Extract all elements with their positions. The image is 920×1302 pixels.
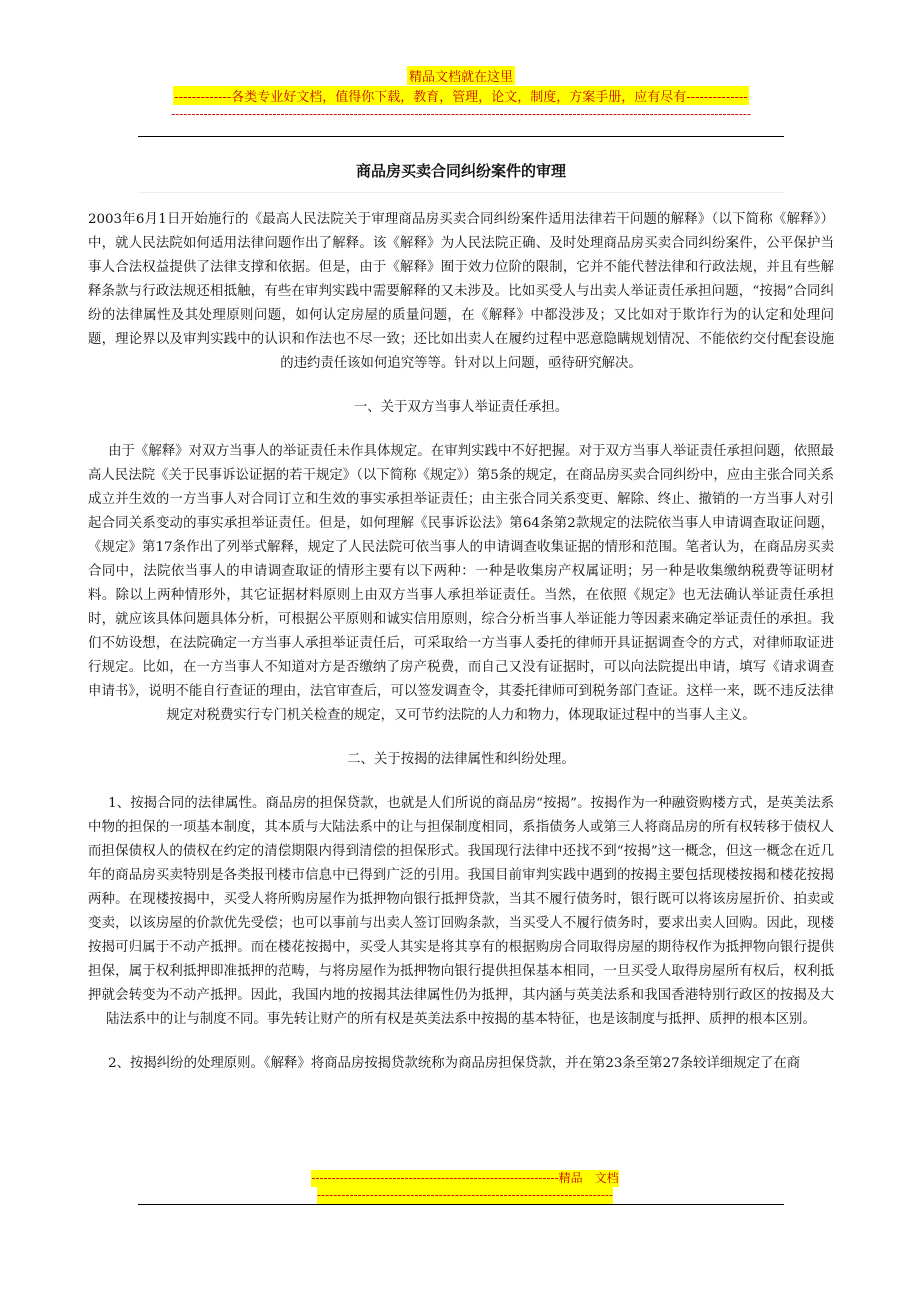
header-title: 精品文档就在这里 bbox=[407, 66, 515, 85]
header-dash-line: ----------------------------------------------------------------------------------------------------------------------------------------------- bbox=[171, 107, 751, 121]
document-title: 商品房买卖合同纠纷案件的审理 bbox=[355, 162, 566, 180]
section1-paragraph: 由于《解释》对双方当事人的举证责任未作具体规定。在审判实践中不好把握。对于双方当事人举证责任承担问题，依照最高人民法院《关于民事诉讼证据的若干规定》（以下简称《规定》）第5条的规定，在商品房买卖合同纠纷中，应由主张合同关系成立并生效的一方当事人对合同订立和生效的事实承担举证责任；由主张合同关系变更、解除、终止、撤销的一方当事人对引起合同关系变动的事实承担举证责任。但是，如何理解《民事诉讼法》第64条第2款规定的法院依当事人申请调查取证问题，《规定》第17条作出了列举式解释，规定了人民法院可依当事人的申请调查收集证据的情形和范围。笔者认为，在商品房买卖合同中，法院依当事人的申请调查取证的情形主要有以下两种：一种是收集房产权属证明；另一种是收集缴纳税费等证明材料。除以上两种情形外，其它证据材料原则上由双方当事人承担举证责任。当然，在依照《规定》也无法确认举证责任承担时，就应该具体问题具体分析，可根据公平原则和诚实信用原则，综合分析当事人举证能力等因素来确定举证责任的承担。我们不妨设想，在法院确定一方当事人承担举证责任后，可采取给一方当事人委托的律师开具证据调查令的方式，对律师取证进行规定。比如，在一方当事人不知道对方是否缴纳了房产税费，而自己又没有证据时，可以向法院提出申请，填写《请求调查申请书》，说明不能自行查证的理由，法官审查后，可以签发调查令，其委托律师可到税务部门查证。这样一来，既不违反法律规定对税费实行专门机关检查的规定，又可节约法院的人力和物力，体现取证过程中的当事人主义。 bbox=[88, 444, 834, 723]
section1-heading: 一、关于双方当事人举证责任承担。 bbox=[353, 400, 569, 415]
header-banner bbox=[138, 66, 784, 85]
header-subtitle-wrap bbox=[138, 86, 784, 105]
intro-paragraph: 2003年6月1日开始施行的《最高人民法院关于审理商品房买卖合同纠纷案件适用法律若干问题的解释》（以下简称《解释》）中，就人民法院如何适用法律问题作出了解释。该《解释》为人民法院正确、及时处理商品房买卖合同纠纷案件，公平保护当事人合法权益提供了法律支撑和依据。但是，由于《解释》囿于效力位阶的限制，它并不能代替法律和行政法规，并且有些解释条款与行政法规还相抵触，有些在审判实践中需要解释的又未涉及。比如买受人与出卖人举证责任承担问题，“按揭”合同纠纷的法律属性及其处理原则问题，如何认定房屋的质量问题，在《解释》中都没涉及；又比如对于欺诈行为的认定和处理问题，理论界以及审判实践中的认识和作法也不尽一致；还比如出卖人在履约过程中恶意隐瞒规划情况、不能依约交付配套设施的违约责任该如何追究等等。针对以上问题，亟待研究解决。 bbox=[88, 212, 834, 371]
footer-line-1: -------------------------------------------------------------精品 文档 bbox=[311, 1171, 619, 1185]
title-divider bbox=[138, 192, 784, 193]
document-body bbox=[88, 208, 834, 1076]
header-divider bbox=[138, 136, 784, 137]
header-subtitle: -------------各类专业好文档，值得你下载，教育，管理，论文，制度，方案手册，应有尽有-------------- bbox=[173, 86, 749, 105]
footer-banner bbox=[280, 1170, 650, 1204]
section2-heading: 二、关于按揭的法律属性和纠纷处理。 bbox=[347, 752, 575, 767]
footer-line-2: ------------------------------------------------------------------------- bbox=[317, 1188, 613, 1202]
section2-paragraph-1: 1、按揭合同的法律属性。商品房的担保贷款，也就是人们所说的商品房“按揭”。按揭作为一种融资购楼方式，是英美法系中物的担保的一项基本制度，其本质与大陆法系中的让与担保制度相同，系指债务人或第三人将商品房的所有权转移于债权人而担保债权人的债权在约定的清偿期限内得到清偿的担保形式。我国现行法律中还找不到“按揭”这一概念，但这一概念在近几年的商品房买卖特别是各类报刊楼市信息中已得到广泛的引用。我国目前审判实践中遇到的按揭主要包括现楼按揭和楼花按揭两种。在现楼按揭中，买受人将所购房屋作为抵押物向银行抵押贷款，当其不履行债务时，银行既可以将该房屋折价、拍卖或变卖，以该房屋的价款优先受偿；也可以事前与出卖人签订回购条款，当买受人不履行债务时，要求出卖人回购。因此，现楼按揭可归属于不动产抵押。而在楼花按揭中，买受人其实是将其享有的根据购房合同取得房屋的期待权作为抵押物向银行提供担保，属于权利抵押即准抵押的范畴，与将房屋作为抵押物向银行提供担保基本相同，一旦买受人取得房屋所有权后，权利抵押就会转变为不动产抵押。因此，我国内地的按揭其法律属性仍为抵押，其内涵与英美法系和我国香港特别行政区的按揭及大陆法系中的让与制度不同。事先转让财产的所有权是英美法系中按揭的基本特征，也是该制度与抵押、质押的根本区别。 bbox=[88, 796, 834, 1027]
footer-divider bbox=[138, 1204, 784, 1205]
section2-paragraph-2: 2、按揭纠纷的处理原则。《解释》将商品房按揭贷款统称为商品房担保贷款，并在第23条至第27条较详细规定了在商 bbox=[108, 1056, 801, 1071]
